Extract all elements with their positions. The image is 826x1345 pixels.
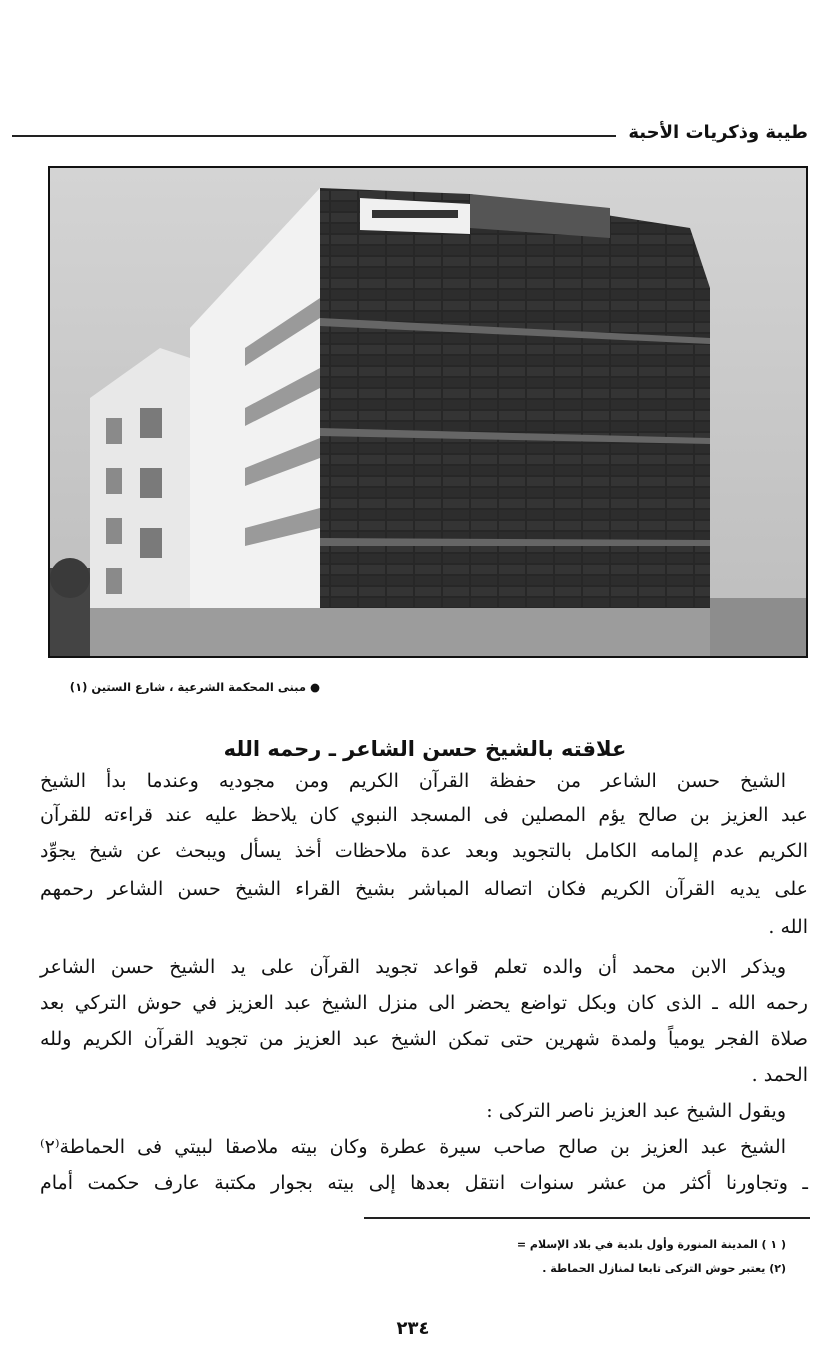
body-line: ويقول الشيخ عبد العزيز ناصر التركى : (486, 1100, 786, 1122)
body-line: الحمد . (751, 1064, 808, 1086)
header-title: طيبة وذكريات الأحبة (628, 122, 808, 143)
body-line: الكريم عدم إلمامه الكامل بالتجويد وبعد عدة ملاحظات أخذ يسأل ويبحث عن شيخ يجوِّد (40, 840, 808, 862)
footnote: ( ١ ) المدينة المنورة وأول بلدية في بلاد الإسلام = (516, 1238, 786, 1251)
photo-caption: ● مبنى المحكمة الشرعية ، شارع الستين (١) (69, 680, 320, 694)
body-line: عبد العزيز بن صالح يؤم المصلين فى المسجد النبوي كان يلاحظ عليه عند قراءته للقرآن (40, 804, 808, 826)
body-line: الله . (768, 916, 808, 938)
footnote: (٢) يعتبر حوش التركى تابعا لمنازل الحماطة . (542, 1262, 786, 1275)
building-photo (48, 166, 808, 658)
body-line: ـ وتجاورنا أكثر من عشر سنوات انتقل بعدها إلى بيته بجوار مكتبة عارف حكمت أمام (40, 1172, 808, 1194)
body-line: ويذكر الابن محمد أن والده تعلم قواعد تجويد القرآن على يد الشيخ حسن الشاعر (40, 956, 786, 978)
footnote-rule (364, 1217, 810, 1219)
body-line: رحمه الله ـ الذى كان وبكل تواضع يحضر الى منزل الشيخ عبد العزيز في حوش التركي بعد (40, 992, 808, 1014)
body-line: الشيخ عبد العزيز بن صالح صاحب سيرة عطرة وكان بيته ملاصقا لبيتي فى الحماطة⁽٢⁾ (40, 1136, 786, 1158)
section-title: علاقته بالشيخ حسن الشاعر ـ رحمه الله (223, 737, 627, 761)
page-number: ٢٣٤ (396, 1318, 430, 1339)
body-line: صلاة الفجر يومياً ولمدة شهرين حتى تمكن الشيخ عبد العزيز من تجويد القرآن الكريم ولله (40, 1028, 808, 1050)
header-rule (12, 135, 616, 137)
body-line: على يديه القرآن الكريم فكان اتصاله المباشر بشيخ القراء الشيخ حسن الشاعر رحمهم (40, 878, 808, 900)
running-header (12, 112, 808, 144)
body-line: الشيخ حسن الشاعر من حفظة القرآن الكريم ومن مجوديه وعندما بدأ الشيخ (40, 770, 786, 792)
